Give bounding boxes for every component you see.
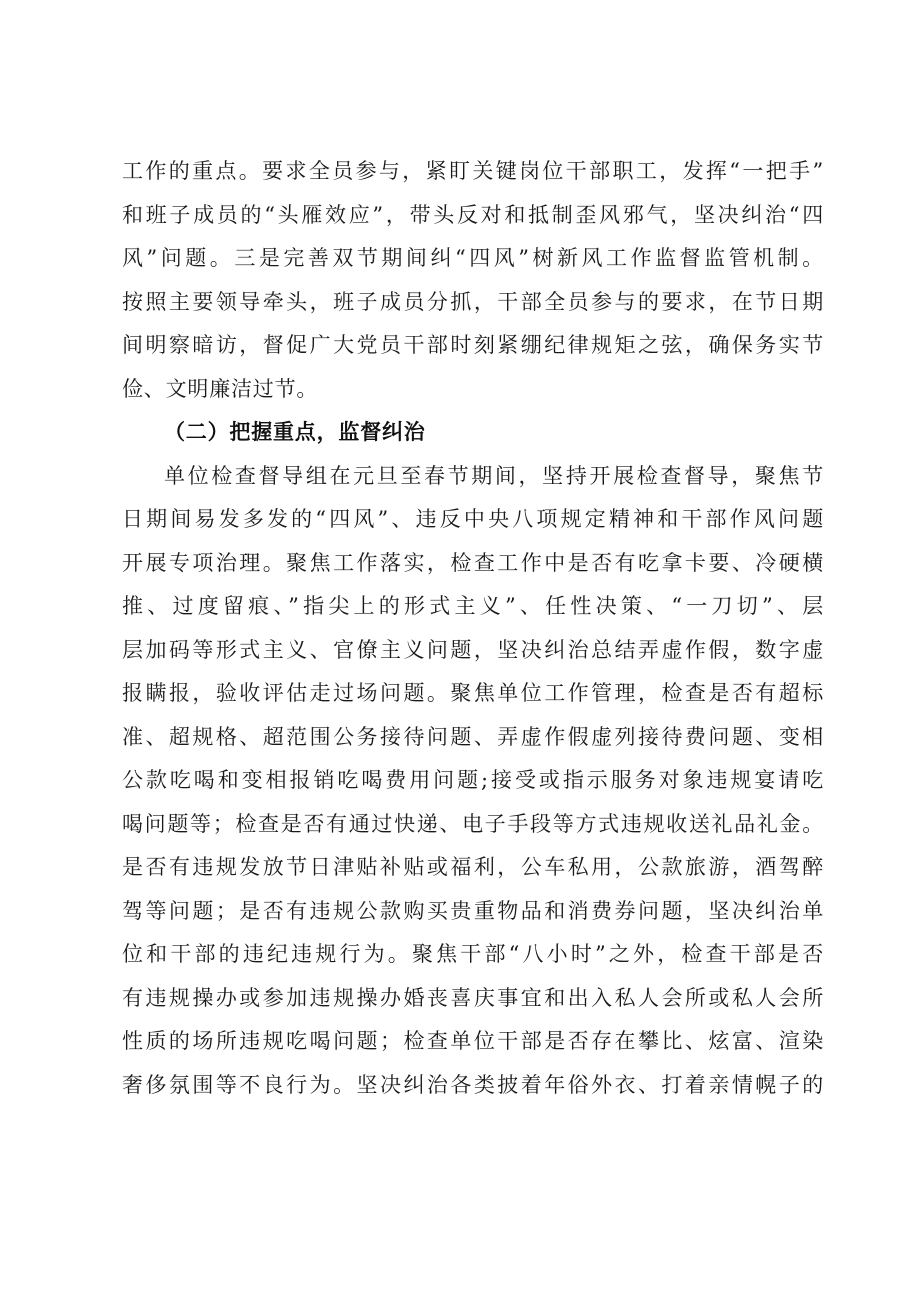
paragraph-2: [122, 455, 824, 1108]
text-line: 准、超规格、超范围公务接待问题、弄虚作假虚列接待费问题、变相: [122, 724, 824, 749]
text-line: 俭、文明廉洁过节。: [122, 376, 319, 401]
text-line: 是否有违规发放节日津贴补贴或福利，公车私用，公款旅游，酒驾醉: [122, 855, 824, 879]
text-line: 层加码等形式主义、官僚主义问题，坚决纠治总结弄虚作假，数字虚: [122, 637, 824, 662]
text-line: 开展专项治理。聚焦工作落实，检查工作中是否有吃拿卡要、冷硬横: [122, 550, 824, 575]
text-line: 风”问题。三是完善双节期间纠“四风”树新风工作监督监管机制。: [122, 246, 824, 270]
text-line: 驾等问题；是否有违规公款购买贵重物品和消费券问题，坚决纠治单: [122, 898, 824, 923]
text-line: 有违规操办或参加违规操办婚丧喜庆事宜和出入私人会所或私人会所: [122, 985, 824, 1010]
text-line: 公款吃喝和变相报销吃喝费用问题;接受或指示服务对象违规宴请吃: [122, 768, 824, 792]
text-line: 奢侈氛围等不良行为。坚决纠治各类披着年俗外衣、打着亲情幌子的: [122, 1072, 824, 1097]
document-body: [122, 150, 824, 1107]
text-line: 单位检查督导组在元旦至春节期间，坚持开展检查督导，聚焦节: [164, 463, 824, 488]
text-line: 和班子成员的“头雁效应”，带头反对和抵制歪风邪气，坚决纠治“四: [122, 202, 824, 227]
paragraph-1: [122, 150, 824, 411]
text-line: 性质的场所违规吃喝问题；检查单位干部是否存在攀比、炫富、渲染: [122, 1029, 824, 1053]
text-line: 位和干部的违纪违规行为。聚焦干部“八小时”之外，检查干部是否: [122, 942, 824, 966]
text-line: 推、过度留痕、”指尖上的形式主义”、任性决策、“一刀切”、层: [122, 594, 824, 618]
text-line: 报瞒报，验收评估走过场问题。聚焦单位工作管理，检查是否有超标: [122, 681, 824, 705]
text-line: 按照主要领导牵头，班子成员分抓，干部全员参与的要求，在节日期: [122, 289, 824, 314]
section-heading: （二）把握重点，监督纠治: [164, 420, 426, 444]
text-line: 喝问题等；检查是否有通过快递、电子手段等方式违规收送礼品礼金。: [122, 811, 824, 836]
text-line: 间明察暗访，督促广大党员干部时刻紧绷纪律规矩之弦，确保务实节: [122, 333, 824, 357]
text-line: 日期间易发多发的“四风”、违反中央八项规定精神和干部作风问题: [122, 507, 824, 531]
text-line: 工作的重点。要求全员参与，紧盯关键岗位干部职工，发挥“一把手”: [122, 159, 824, 183]
